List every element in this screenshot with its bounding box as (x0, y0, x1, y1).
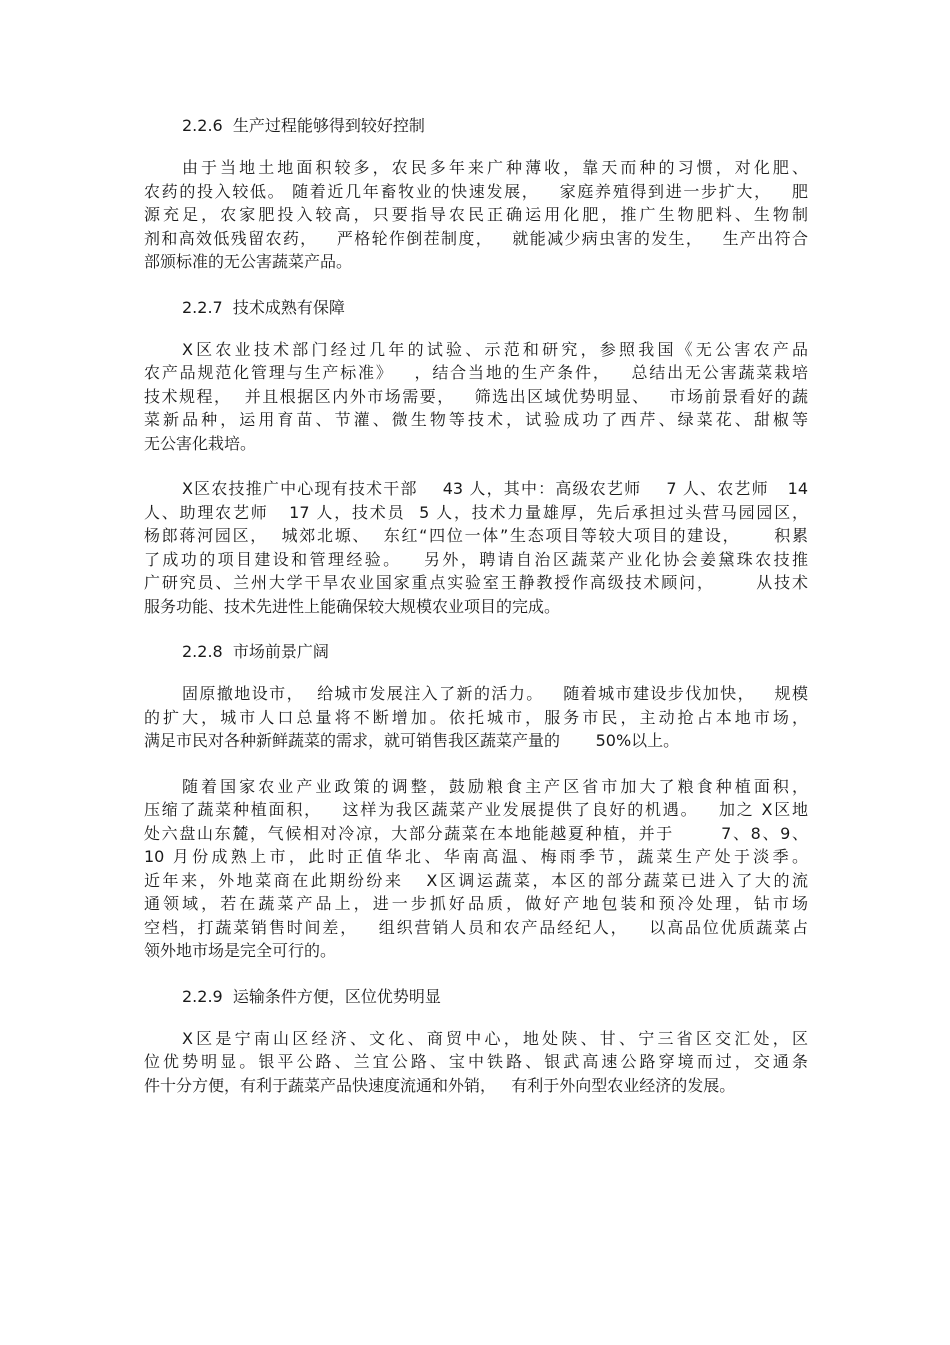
paragraph-line: 随着国家农业产业政策的调整，鼓励粮食主产区省市加大了粮食种植面积， (182, 776, 808, 796)
paragraph-line: 菜新品种，运用育苗、节灌、微生物等技术，试验成功了西芹、绿菜花、甜椒等 (144, 410, 808, 429)
paragraph-line: 服务功能、技术先进性上能确保较大规模农业项目的完成。 (144, 596, 561, 616)
paragraph-line: 压缩了蔬菜种植面积， 这样为我区蔬菜产业发展提供了良好的机遇。 加之 X区地 (144, 800, 808, 819)
paragraph-line: 近年来，外地菜商在此期纷纷来 X区调运蔬菜，本区的部分蔬菜已进入了大的流 (144, 870, 808, 890)
paragraph (144, 682, 808, 753)
paragraph-line: X区农技推广中心现有技术干部 43 人，其中：高级农艺师 7 人、农艺师 14 (182, 479, 808, 498)
paragraph-line: 技术规程， 并且根据区内外市场需要， 筛选出区域优势明显、 市场前景看好的蔬 (144, 386, 808, 406)
section-heading: 2.2.9 运输条件方便，区位优势明显 (182, 986, 441, 1006)
paragraph-line: 10 月份成熟上市，此时正值华北、华南高温、梅雨季节，蔬菜生产处于淡季。 (144, 847, 808, 866)
section-heading: 2.2.6 生产过程能够得到较好控制 (182, 116, 425, 135)
paragraph (144, 477, 808, 618)
paragraph-line: 源充足，农家肥投入较高，只要指导农民正确运用化肥，推广生物肥料、生物制 (144, 205, 808, 224)
section-heading: 2.2.7 技术成熟有保障 (182, 297, 345, 317)
paragraph-line: 剂和高效低残留农药， 严格轮作倒茬制度， 就能减少病虫害的发生， 生产出符合 (144, 228, 808, 248)
paragraph-line: 通领域，若在蔬菜产品上，进一步抓好品质，做好产地包装和预冷处理，钻市场 (144, 894, 808, 913)
paragraph-line: 广研究员、兰州大学干旱农业国家重点实验室王静教授作高级技术顾问， 从技术 (144, 573, 808, 592)
paragraph-line: 处六盘山东麓，气候相对冷凉，大部分蔬菜在本地能越夏种植，并于 7、8、9、 (144, 823, 808, 843)
paragraph-line: 满足市民对各种新鲜蔬菜的需求，就可销售我区蔬菜产量的 50%以上。 (144, 731, 680, 750)
paragraph-line: 位优势明显。银平公路、兰宜公路、宝中铁路、银武高速公路穿境而过，交通条 (144, 1052, 808, 1071)
paragraph (144, 775, 808, 963)
paragraph-line: 了成功的项目建设和管理经验。 另外，聘请自治区蔬菜产业化协会姜黛珠农技推 (144, 549, 808, 569)
paragraph-line: 无公害化栽培。 (144, 433, 257, 453)
paragraph (144, 156, 808, 274)
paragraph-line: 杨郎蒋河园区， 城郊北塬、 东红“四位一体”生态项目等较大项目的建设， 积累 (144, 526, 808, 545)
paragraph-line: X区农业技术部门经过几年的试验、示范和研究，参照我国《无公害农产品 (182, 339, 808, 359)
paragraph-line: 的扩大，城市人口总量将不断增加。依托城市，服务市民，主动抢占本地市场， (144, 707, 808, 727)
paragraph-line: 由于当地土地面积较多，农民多年来广种薄收，靠天而种的习惯，对化肥、 (182, 158, 808, 177)
paragraph-line: 领外地市场是完全可行的。 (144, 941, 337, 960)
paragraph-line: 农药的投入较低。 随着近几年畜牧业的快速发展， 家庭养殖得到进一步扩大， 肥 (144, 181, 808, 201)
paragraph-line: 人、助理农艺师 17 人，技术员 5 人，技术力量雄厚，先后承担过头营马园园区， (144, 502, 808, 522)
paragraph-line: 空档，打蔬菜销售时间差， 组织营销人员和农产品经纪人， 以高品位优质蔬菜占 (144, 917, 808, 937)
paragraph-line: 固原撤地设市， 给城市发展注入了新的活力。 随着城市建设步伐加快， 规模 (182, 684, 808, 703)
paragraph-line: 件十分方便，有利于蔬菜产品快速度流通和外销， 有利于外向型农业经济的发展。 (144, 1075, 736, 1095)
section-heading: 2.2.8 市场前景广阔 (182, 642, 329, 661)
document-page (144, 114, 808, 1119)
paragraph-line: 部颁标准的无公害蔬菜产品。 (144, 252, 353, 271)
paragraph-line: 农产品规范化管理与生产标准》 ，结合当地的生产条件， 总结出无公害蔬菜栽培 (144, 363, 808, 382)
paragraph-line: X区是宁南山区经济、文化、商贸中心，地处陕、甘、宁三省区交汇处，区 (182, 1028, 808, 1048)
paragraph (144, 338, 808, 456)
paragraph (144, 1027, 808, 1098)
